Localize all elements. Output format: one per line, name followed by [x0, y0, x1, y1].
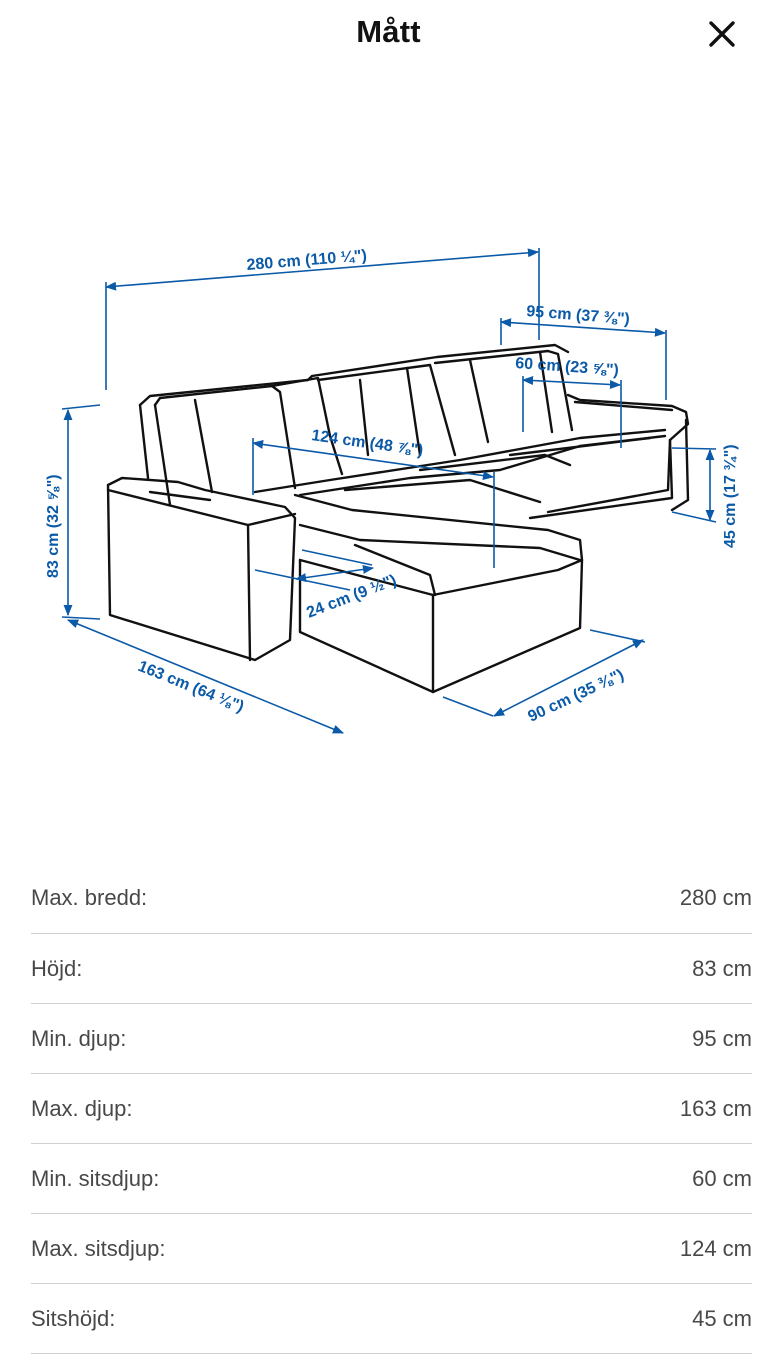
dimension-value: 60 cm [692, 1165, 752, 1191]
dimension-label: Max. bredd: [31, 885, 148, 910]
dimension-value: 95 cm [692, 1025, 752, 1051]
label-seat-height: 45 cm (17 ¾") [722, 444, 739, 548]
label-max-seat-depth: 124 cm (48 ⅞") [310, 427, 425, 460]
dimension-label: Sitshöjd: [31, 1305, 116, 1331]
dimension-label: Min. djup: [31, 1025, 127, 1051]
label-arm-width: 24 cm (9 ½") [304, 571, 399, 622]
dimension-value: 124 cm [679, 1235, 752, 1261]
dimension-row-seat-height [31, 1284, 752, 1354]
dimension-label: Max. djup: [31, 1095, 133, 1121]
close-button[interactable] [700, 12, 744, 56]
dimensions-list [31, 863, 752, 1354]
page-title: Mått [356, 14, 421, 49]
label-height: 83 cm (32 ⅝") [45, 474, 62, 578]
dimension-label: Höjd: [31, 955, 83, 981]
dimension-row-max-seat-depth [31, 1214, 752, 1284]
dimension-label: Max. sitsdjup: [31, 1235, 166, 1261]
dimension-label: Min. sitsdjup: [31, 1165, 160, 1191]
dimension-value: 280 cm [679, 885, 752, 910]
dimension-value: 163 cm [679, 1095, 752, 1121]
sofa-outline [108, 345, 688, 692]
dimension-row-max-width [31, 863, 752, 934]
sofa-dimension-illustration [0, 200, 777, 760]
label-width: 280 cm (110 ¼") [245, 247, 368, 274]
dimension-row-height [31, 934, 752, 1004]
label-max-depth: 163 cm (64 ⅛") [135, 657, 247, 716]
close-icon [708, 20, 736, 48]
dimension-row-max-depth [31, 1074, 752, 1144]
dimension-row-min-depth [31, 1004, 752, 1074]
modal-header [0, 0, 777, 70]
label-min-seat-depth: 60 cm (23 ⅝") [514, 355, 620, 380]
label-chaise-width: 90 cm (35 ⅜") [525, 666, 627, 726]
dimension-row-min-seat-depth [31, 1144, 752, 1214]
label-min-depth: 95 cm (37 ⅜") [525, 303, 631, 329]
dimension-value: 83 cm [692, 955, 752, 981]
dimension-value: 45 cm [692, 1305, 752, 1331]
